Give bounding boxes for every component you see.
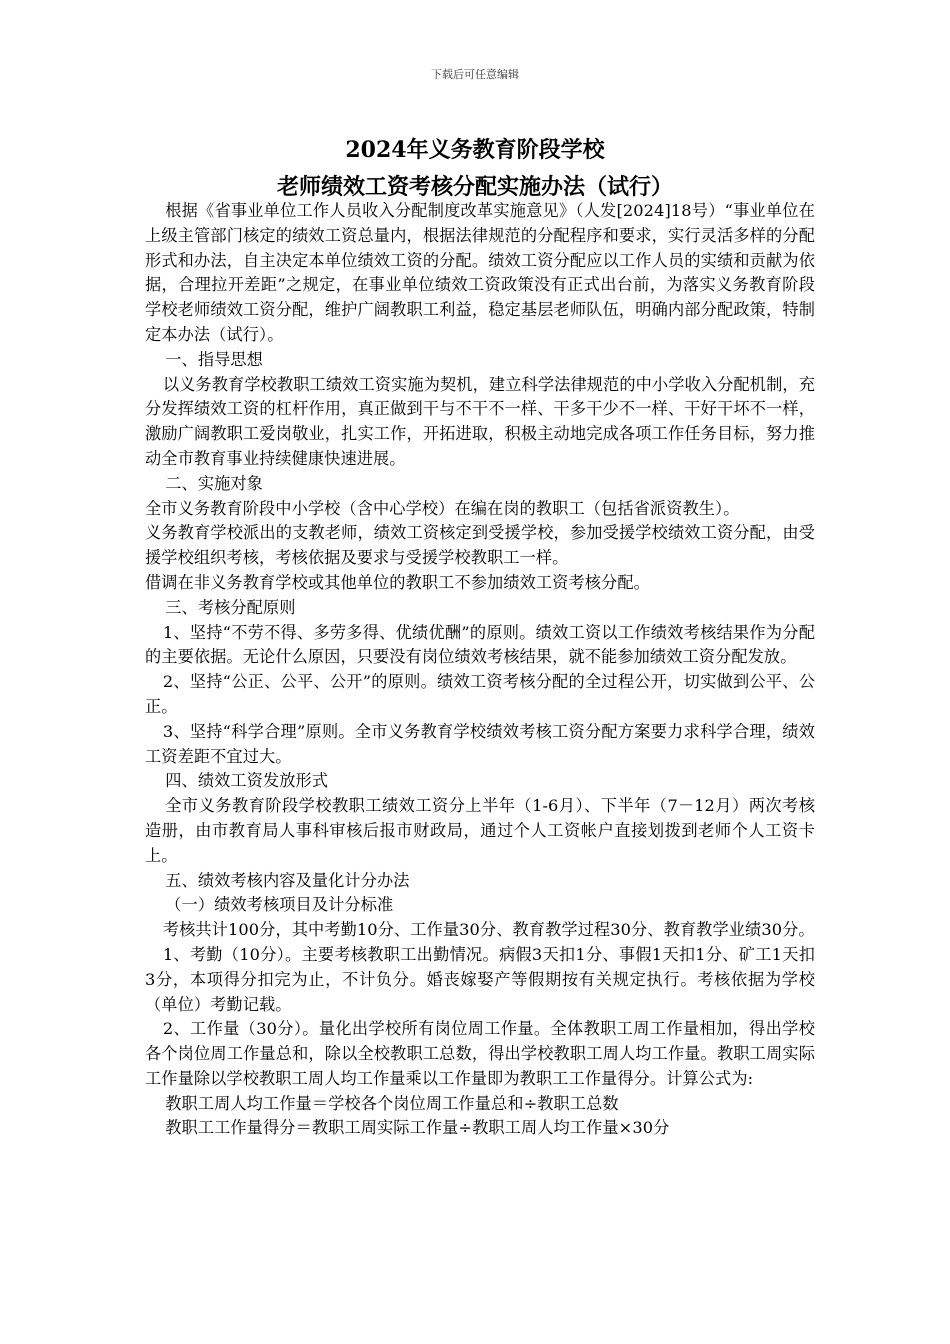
body-paragraph: 义务教育学校派出的支教老师，绩效工资核定到受援学校，参加受援学校绩效工资分配，由受援学校组织考核，考核依据及要求与受援学校教职工一样。: [145, 523, 815, 568]
section-heading: 一、指导思想: [165, 349, 263, 369]
formula-line: 教职工周人均工作量＝学校各个岗位周工作量总和÷教职工总数: [165, 1093, 619, 1113]
body-paragraph: 1、考勤（10分）。主要考核教职工出勤情况。病假3天扣1分、事假1天扣1分、矿工1天扣3分，本项得分扣完为止，不计负分。婚丧嫁娶产等假期按有关规定执行。考核依据为学校（单位）考勤记载。: [145, 944, 815, 1014]
document-title-line1: 2024年义务教育阶段学校: [345, 137, 605, 163]
header-note: 下载后可任意编辑: [431, 68, 519, 81]
body-paragraph: 2、工作量（30分）。量化出学校所有岗位周工作量。全体教职工周工作量相加，得出学校各个岗位周工作量总和，除以全校教职工总数，得出学校教职工周人均工作量。教职工周实际工作量除以学校教职工周人均工作量乘以工作量即为教职工工作量得分。计算公式为:: [145, 1019, 815, 1088]
body-paragraph: 以义务教育学校教职工绩效工资实施为契机，建立科学法律规范的中小学收入分配机制，充分发挥绩效工资的杠杆作用，真正做到干与不干不一样、干多干少不一样、干好干坏不一样，激励广阔教职工爱岗敬业，扎实工作，开拓进取，积极主动地完成各项工作任务目标，努力推动全市教育事业持续健康快速进展。: [145, 374, 815, 468]
section-heading: 五、绩效考核内容及量化计分办法: [165, 870, 410, 890]
document-title-line2: 老师绩效工资考核分配实施办法（试行）: [276, 174, 673, 200]
section-heading: 三、考核分配原则: [165, 597, 296, 617]
section-heading: 二、实施对象: [165, 473, 263, 493]
body-paragraph: 借调在非义务教育学校或其他单位的教职工不参加绩效工资考核分配。: [145, 572, 650, 592]
body-paragraph: 3、坚持“科学合理”原则。全市义务教育学校绩效考核工资分配方案要力求科学合理，绩效工资差距不宜过大。: [145, 721, 815, 766]
body-paragraph: 2、坚持“公正、公平、公开”的原则。绩效工资考核分配的全过程公开，切实做到公平、公正。: [145, 672, 815, 716]
intro-paragraph: 根据《省事业单位工作人员收入分配制度改革实施意见》（人发[2024]18号）“事业单位在上级主管部门核定的绩效工资总量内，根据法律规范的分配程序和要求，实行灵活多样的分配形式和办法，自主决定本单位绩效工资的分配。绩效工资分配应以工作人员的实绩和贡献为依据，合理拉开差距”之规定，在事业单位绩效工资政策没有正式出台前，为落实义务教育阶段学校老师绩效工资分配，维护广阔教职工利益，稳定基层老师队伍，明确内部分配政策，特制定本办法（试行）。: [145, 201, 815, 344]
body-paragraph: 1、坚持“不劳不得、多劳多得、优绩优酬”的原则。绩效工资以工作绩效考核结果作为分配的主要依据。无论什么原因，只要没有岗位绩效考核结果，就不能参加绩效工资分配发放。: [145, 622, 815, 667]
section-heading: 四、绩效工资发放形式: [165, 771, 329, 791]
body-paragraph: 全市义务教育阶段中小学校（含中心学校）在编在岗的教职工（包括省派资教生）。: [145, 498, 740, 518]
body-paragraph: 考核共计100分，其中考勤10分、工作量30分、教育教学过程30分、教育教学业绩30分。: [162, 920, 815, 940]
formula-line: 教职工工作量得分＝教职工周实际工作量÷教职工周人均工作量×30分: [165, 1118, 670, 1138]
document-body: [145, 199, 815, 1141]
subsection-heading: （一）绩效考核项目及计分标准: [165, 895, 394, 915]
body-paragraph: 全市义务教育阶段学校教职工绩效工资分上半年（1-6月）、下半年（7－12月）两次考核造册，由市教育局人事科审核后报市财政局，通过个人工资帐户直接划拨到老师个人工资卡上。: [145, 796, 815, 865]
